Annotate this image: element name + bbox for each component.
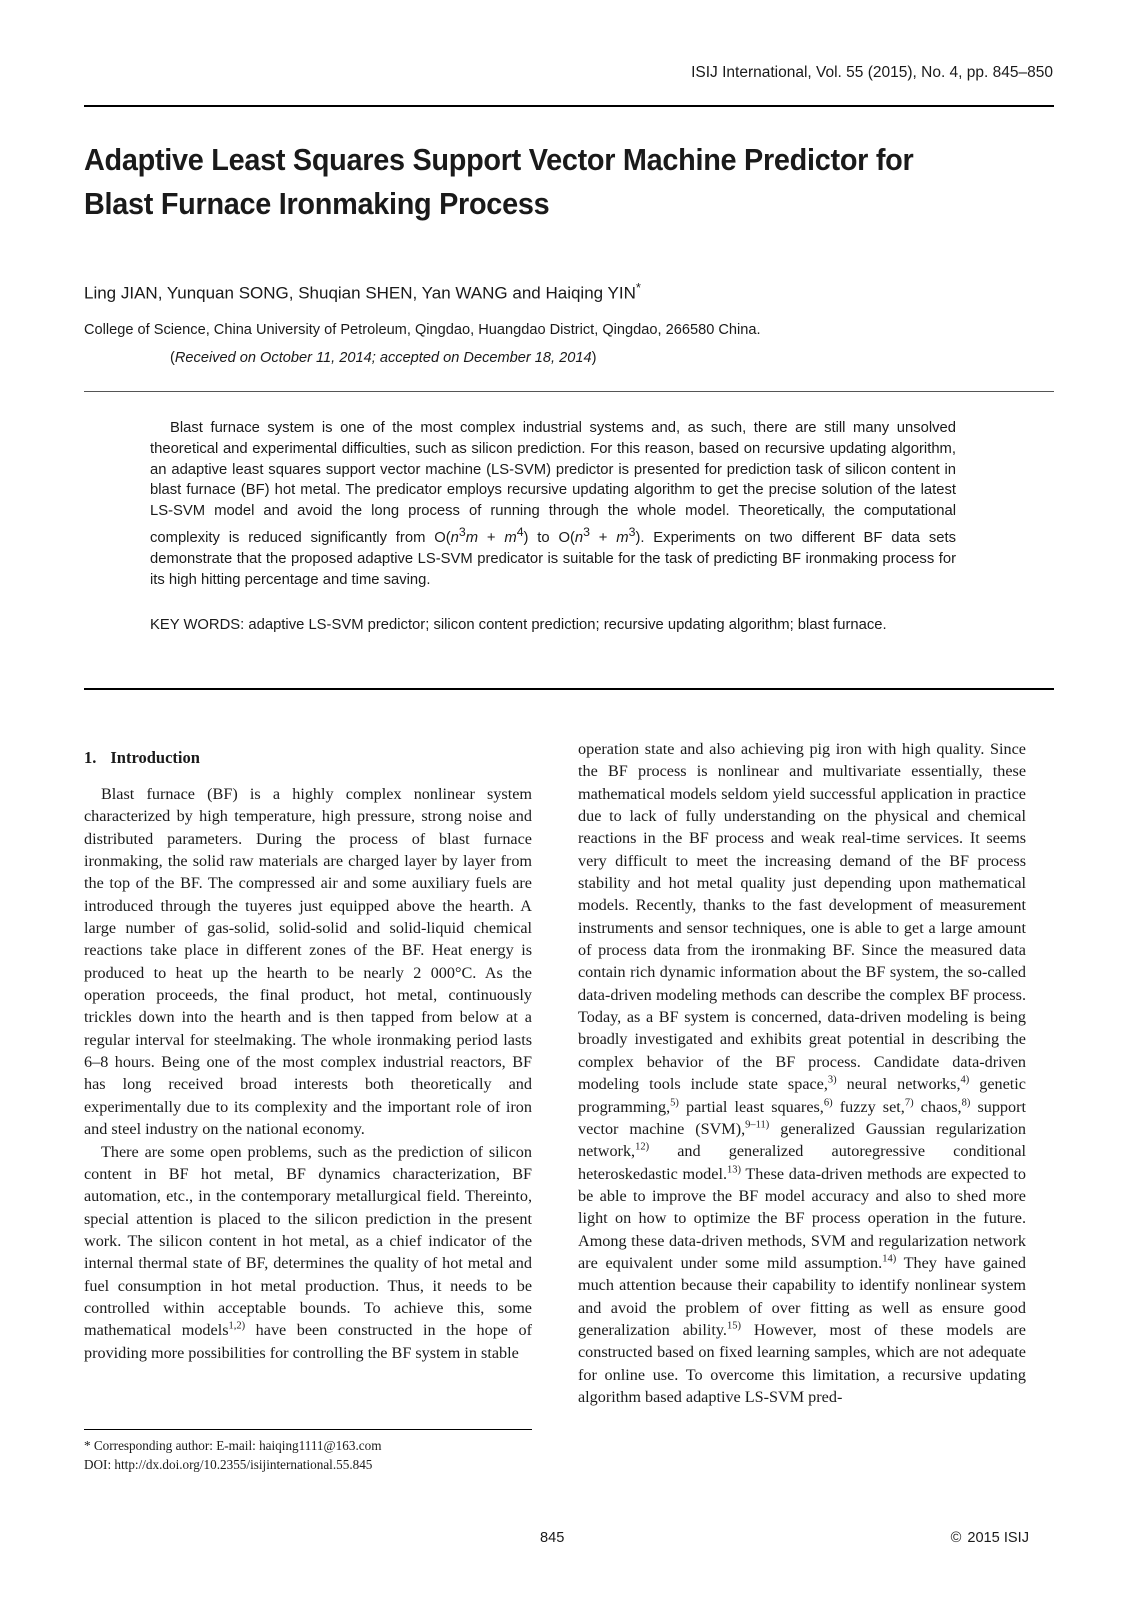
left-column xyxy=(84,783,532,1364)
body-text: They have gained much attention because their capability to identify nonlinear system and avoid the problem of over fitting as well as ensure good generalization ability. xyxy=(578,1253,1026,1339)
author-list xyxy=(84,280,641,304)
section-heading xyxy=(84,748,200,768)
math-m: m xyxy=(616,529,629,546)
body-text: support vector machine (SVM), xyxy=(578,1097,1026,1138)
received-close: ) xyxy=(591,350,597,366)
citation: 5) xyxy=(670,1097,679,1109)
corresponding-mark: * xyxy=(635,280,641,295)
title-line-2: Blast Furnace Ironmaking Process xyxy=(84,186,550,221)
abstract-text-mid: ) to O( xyxy=(523,529,575,546)
body-text: genetic programming, xyxy=(578,1075,1026,1116)
citation: 7) xyxy=(904,1097,914,1109)
math-exp: 3 xyxy=(628,524,636,539)
abstract-text-2: ). Experiments on two different BF data sets demonstrate that the proposed adaptive LS-SVM predicator is suitable for the task of predicting BF ironmaking process for its high hitting percentage and time saving. xyxy=(150,529,956,588)
footnotes xyxy=(84,1436,381,1474)
key-words: KEY WORDS: adaptive LS-SVM predictor; silicon content prediction; recursive updating algorithm; blast furnace. xyxy=(150,617,887,633)
body-text: partial least squares, xyxy=(678,1097,824,1116)
math-n: n xyxy=(450,529,459,546)
received-dates xyxy=(170,350,596,366)
citation: 3) xyxy=(827,1074,837,1086)
math-exp: 4 xyxy=(516,524,524,539)
body-text: fuzzy set, xyxy=(832,1097,905,1116)
footnote-rule xyxy=(84,1429,532,1430)
copyright-text: 2015 ISIJ xyxy=(967,1530,1029,1546)
citation: 9–11) xyxy=(745,1119,770,1131)
header-rule xyxy=(84,105,1054,107)
math-n: n xyxy=(574,529,584,546)
right-column xyxy=(578,738,1026,1408)
body-text: have been constructed in the hope of providing more possibilities for controlling the BF system in stable xyxy=(84,1321,532,1362)
abstract xyxy=(150,418,956,590)
copyright-icon: © xyxy=(950,1530,962,1546)
title-line-1: Adaptive Least Squares Support Vector Machine Predictor for xyxy=(84,142,914,177)
citation: 8) xyxy=(961,1097,971,1109)
authors-text: Ling JIAN, Yunquan SONG, Shuqian SHEN, Yan WANG and Haiqing YIN xyxy=(84,283,636,303)
copyright xyxy=(951,1530,1029,1546)
abstract-text-1: Blast furnace system is one of the most complex industrial systems and, as such, there are still many unsolved theoretical and experimental difficulties, such as silicon prediction. For this reason, based on recursive updating algorithm, an adaptive least squares support vector machine (LS-SVM) predictor is presented for prediction task of silicon content in blast furnace (BF) hot metal. The predicator employs recursive updating algorithm to get the precise solution of the latest LS-SVM model and avoid the long process of running through the whole model. Theoretically, the computational complexity is reduced significantly from O( xyxy=(150,420,956,546)
body-text: operation state and also achieving pig iron with high quality. Since the BF process is nonlinear and multivariate essentially, these mathematical models seldom yield successful application in practice due to lack of fully understanding on the physical and chemical reactions in the BF process and weak real-time services. It seems very difficult to meet the increasing demand of the BF process stability and hot metal quality just depending upon mathematical models. Recently, thanks to the fast development of measurement instruments and sensor techniques, one is able to get a large amount of process data from the ironmaking BF. Since the measured data contain rich dynamic information about the BF system, the so-called data-driven modeling methods can describe the complex BF process. Today, as a BF system is concerned, data-driven modeling is being broadly investigated and exhibits great potential in describing the complex behavior of the BF process. Candidate data-driven modeling tools include state space, xyxy=(578,740,1026,1094)
math-m: m xyxy=(465,529,479,546)
body-paragraph xyxy=(578,738,1026,1408)
body-text: neural networks, xyxy=(836,1075,961,1094)
math-plus: + xyxy=(478,529,505,546)
citation: 6) xyxy=(823,1097,833,1109)
journal-reference: ISIJ International, Vol. 55 (2015), No. 4, pp. 845–850 xyxy=(691,64,1053,81)
article-title xyxy=(84,138,977,226)
abstract-bottom-rule xyxy=(84,688,1054,690)
body-text: However, most of these models are constructed based on fixed learning samples, which are not adequate for online use. To overcome this limitation, a recursive updating algorithm based adaptive LS-SVM pred- xyxy=(578,1320,1026,1406)
body-text: These data-driven methods are expected to be able to improve the BF model accuracy and also to shed more light on how to optimize the BF process operation in the future. Among these data-driven methods, SVM and regularization network are equivalent under some mild assumption. xyxy=(578,1164,1026,1272)
citation: 4) xyxy=(960,1074,970,1086)
math-m: m xyxy=(504,529,517,546)
body-text: generalized Gaussian regularization network, xyxy=(578,1119,1026,1161)
corresponding-author-note: * Corresponding author: E-mail: haiqing1111@163.com xyxy=(84,1438,382,1453)
body-text: and generalized autoregressive conditional heteroskedastic model. xyxy=(578,1142,1026,1183)
citation: 14) xyxy=(882,1253,897,1265)
received-text: Received on October 11, 2014; accepted on December 18, 2014 xyxy=(174,350,592,366)
doi-note: DOI: http://dx.doi.org/10.2355/isijinternational.55.845 xyxy=(84,1457,373,1472)
math-exp: 3 xyxy=(458,524,466,539)
citation: 12) xyxy=(635,1141,650,1153)
math-plus: + xyxy=(589,529,617,546)
citation: 1,2) xyxy=(228,1320,246,1332)
abstract-paragraph xyxy=(150,418,956,590)
received-open: ( xyxy=(170,350,175,366)
body-paragraph: Blast furnace (BF) is a highly complex nonlinear system characterized by high temperature, high pressure, strong noise and distributed parameters. During the process of blast furnace ironmaking, the solid raw materials are charged layer by layer from the top of the BF. The compressed air and some auxiliary fuels are introduced through the tuyeres just equipped above the hearth. A large number of gas-solid, solid-solid and solid-liquid chemical reactions take place in different zones of the BF. Heat energy is produced to heat up the hearth to be nearly 2 000°C. As the operation proceeds, the final product, hot metal, continuously trickles down into the hearth and is then tapped from below at a regular interval for steelmaking. The whole ironmaking period lasts 6–8 hours. Being one of the most complex industrial reactors, BF has long received broad interests both theoretically and experimentally due to its complexity and the important role of iron and steel industry on the national economy. xyxy=(84,785,532,1139)
affiliation: College of Science, China University of Petroleum, Qingdao, Huangdao District, Qingdao, 266580 China. xyxy=(84,322,761,338)
body-text: There are some open problems, such as the prediction of silicon content in BF hot metal, BF dynamics characterization, BF automation, etc., in the contemporary metallurgical field. Thereinto, special attention is placed to the silicon prediction in the present work. The silicon content in hot metal, as a chief indicator of the internal thermal state of BF, determines the quality of hot metal and fuel consumption in hot metal production. Thus, it needs to be controlled within acceptable bounds. To achieve this, some mathematical models xyxy=(84,1142,532,1340)
math-exp: 3 xyxy=(583,524,590,539)
abstract-top-rule xyxy=(84,391,1054,392)
citation: 13) xyxy=(727,1164,741,1176)
citation: 15) xyxy=(726,1320,741,1332)
section-title: Introduction xyxy=(110,748,200,767)
body-text: chaos, xyxy=(913,1097,962,1116)
body-paragraph xyxy=(84,1141,532,1364)
section-number: 1. xyxy=(84,748,97,767)
page-number: 845 xyxy=(540,1530,565,1546)
